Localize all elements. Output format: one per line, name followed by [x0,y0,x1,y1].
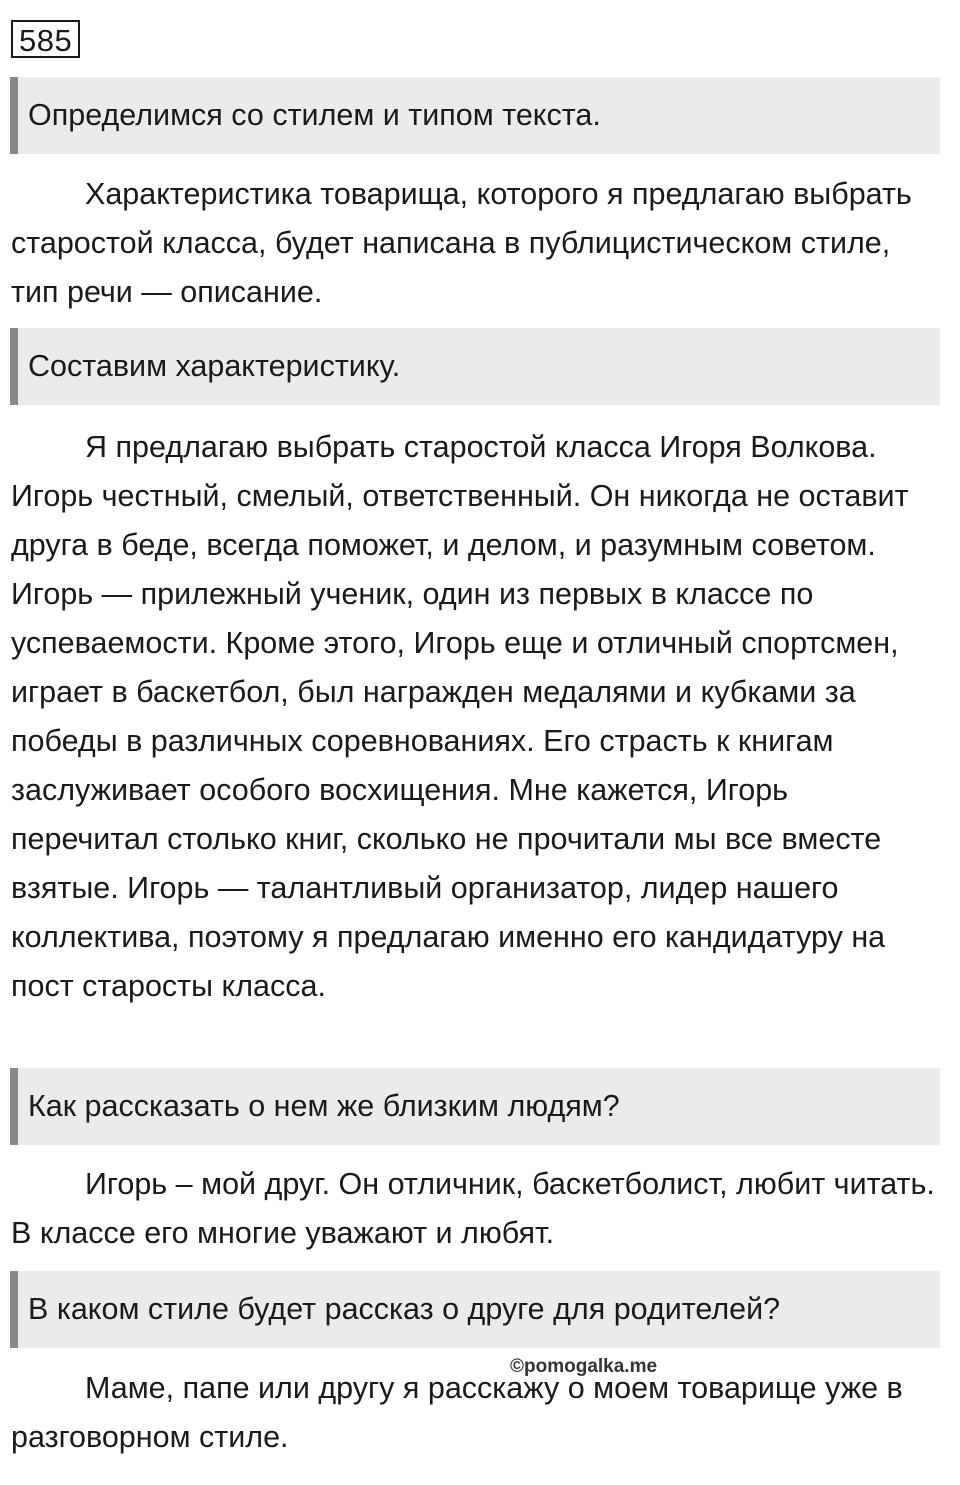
question-heading-close-people: Как рассказать о нем же близким людям? [10,1068,940,1145]
answer-style: Характеристика товарища, которого я предлагаю выбрать старостой класса, будет написана в публицистическом стиле, тип речи — описание. [11,177,912,309]
question-heading-style: Определимся со стилем и типом текста. [10,77,940,154]
answer-close-people: Игорь – мой друг. Он отличник, баскетболист, любит читать. В классе его многие уважают и любят. [11,1167,935,1250]
answer-characteristic: Я предлагаю выбрать старостой класса Игоря Волкова. Игорь честный, смелый, ответственный. Он никогда не оставит друга в беде, всегда поможет, и делом, и разумным советом. Игорь — прилежный ученик, один из первых в классе по успеваемости. Кроме этого, Игорь еще и отличный спортсмен, играет в баскетбол, был награжден медалями и кубками за победы в различных соревнованиях. Его страсть к книгам заслуживает особого восхищения. Мне кажется, Игорь перечитал столько книг, сколько не прочитали мы все вместе взятые. Игорь — талантливый организатор, лидер нашего коллектива, поэтому я предлагаю именно его кандидатуру на пост старосты класса. [11,430,909,1003]
watermark: ©pomogalka.me [510,1356,658,1377]
exercise-number: 585 [11,20,80,58]
question-heading-parents: В каком стиле будет рассказ о друге для родителей? [10,1271,940,1348]
answer-parents: Маме, папе или другу я расскажу о моем товарище уже в разговорном стиле. [11,1371,903,1454]
question-heading-compose: Составим характеристику. [10,328,940,405]
